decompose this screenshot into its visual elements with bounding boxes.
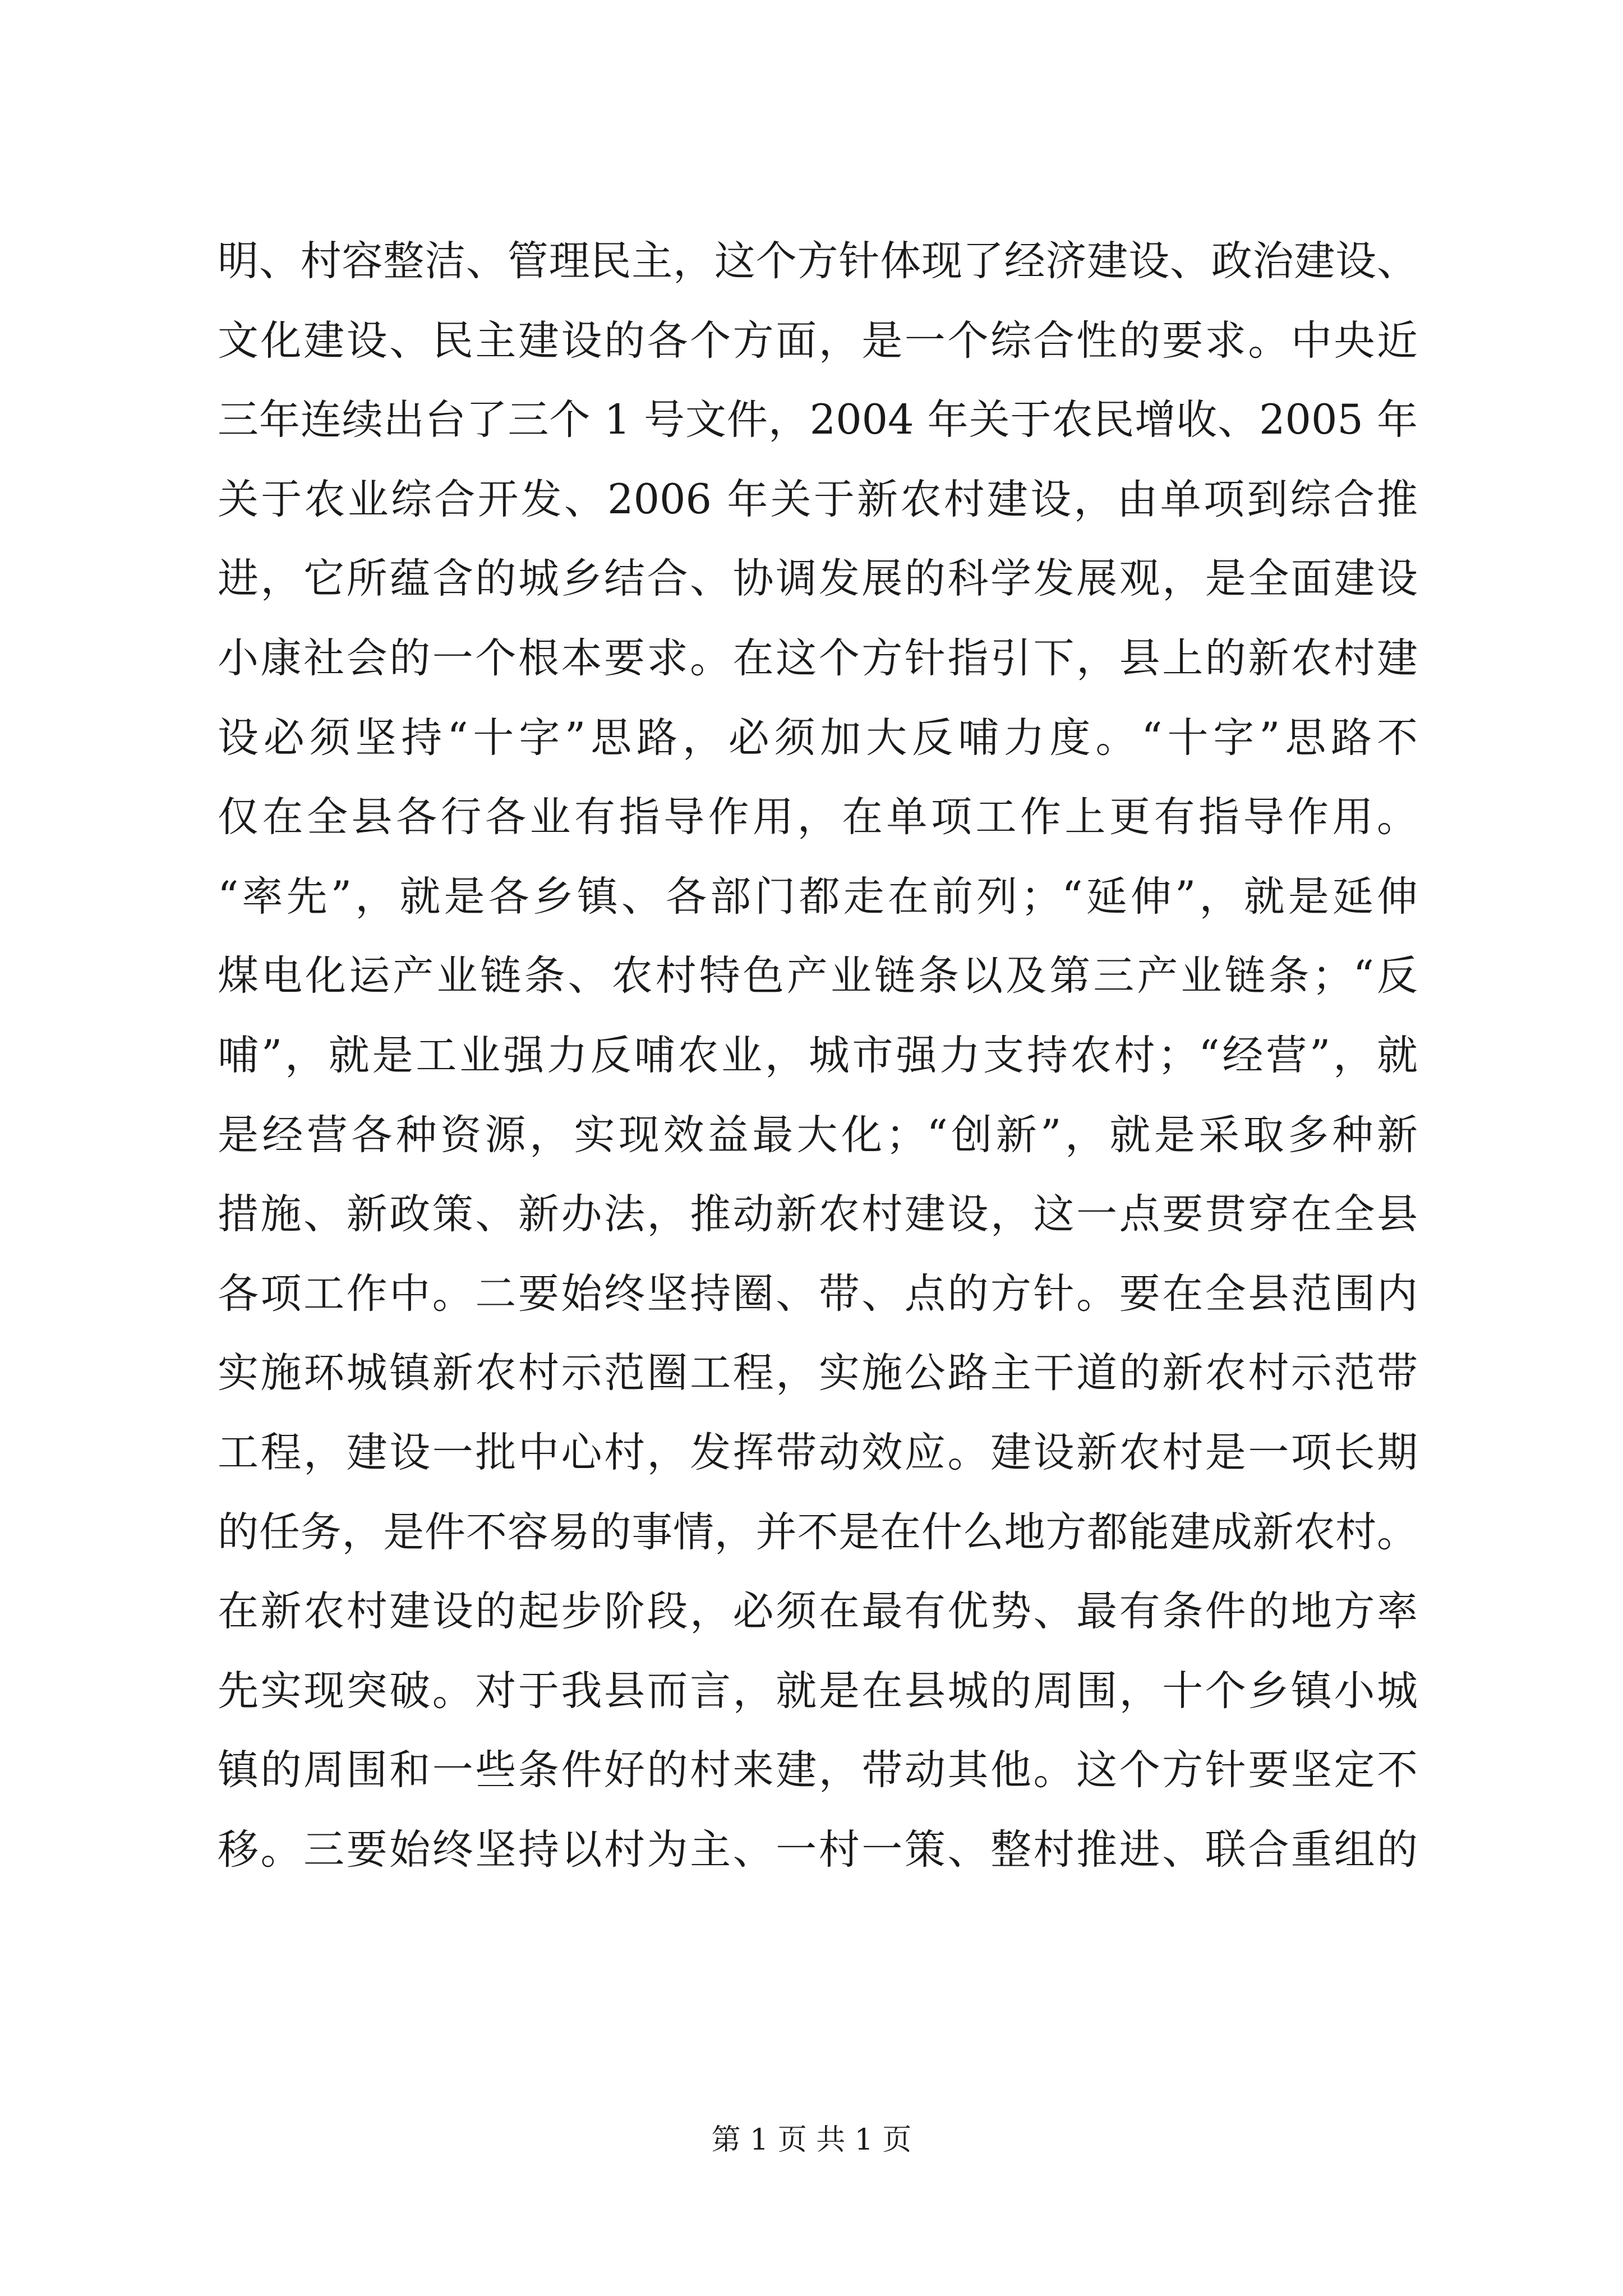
document-body [218, 222, 1418, 1889]
text-line: “率先”，就是各乡镇、各部门都走在前列；“延伸”，就是延伸 [218, 872, 1418, 921]
text-line: 小康社会的一个根本要求。在这个方针指引下，县上的新农村建 [218, 634, 1418, 682]
text-line: 先实现突破。对于我县而言，就是在县城的周围，十个乡镇小城 [218, 1667, 1418, 1715]
text-line: 在新农村建设的起步阶段，必须在最有优势、最有条件的地方率 [218, 1588, 1418, 1636]
text-line: 进，它所蕴含的城乡结合、协调发展的科学发展观，是全面建设 [218, 555, 1418, 603]
text-line: 工程，建设一批中心村，发挥带动效应。建设新农村是一项长期 [218, 1428, 1418, 1476]
text-line: 实施环城镇新农村示范圈工程，实施公路主干道的新农村示范带 [218, 1349, 1418, 1397]
text-line: 哺”，就是工业强力反哺农业，城市强力支持农村；“经营”，就 [218, 1031, 1418, 1079]
text-line: 镇的周围和一些条件好的村来建，带动其他。这个方针要坚定不 [218, 1746, 1418, 1795]
text-line: 关于农业综合开发、2006 年关于新农村建设，由单项到综合推 [218, 475, 1418, 523]
text-line: 是经营各种资源，实现效益最大化；“创新”，就是采取多种新 [218, 1111, 1418, 1159]
text-line: 措施、新政策、新办法，推动新农村建设，这一点要贯穿在全县 [218, 1190, 1418, 1239]
text-line: 三年连续出台了三个 1 号文件，2004 年关于农民增收、2005 年 [218, 396, 1418, 444]
text-line: 明、村容整洁、管理民主，这个方针体现了经济建设、政治建设、 [218, 237, 1418, 285]
text-line: 的任务，是件不容易的事情，并不是在什么地方都能建成新农村。 [218, 1508, 1418, 1556]
text-line: 各项工作中。二要始终坚持圈、带、点的方针。要在全县范围内 [218, 1269, 1418, 1318]
text-line: 煤电化运产业链条、农村特色产业链条以及第三产业链条；“反 [218, 952, 1418, 1000]
text-line: 移。三要始终坚持以村为主、一村一策、整村推进、联合重组的 [218, 1825, 1418, 1874]
text-line: 仅在全县各行各业有指导作用，在单项工作上更有指导作用。 [218, 793, 1418, 841]
page-number-footer: 第 1 页 共 1 页 [711, 2123, 912, 2157]
text-line: 文化建设、民主建设的各个方面，是一个综合性的要求。中央近 [218, 316, 1418, 365]
text-line: 设必须坚持“十字”思路，必须加大反哺力度。“十字”思路不 [218, 714, 1418, 762]
